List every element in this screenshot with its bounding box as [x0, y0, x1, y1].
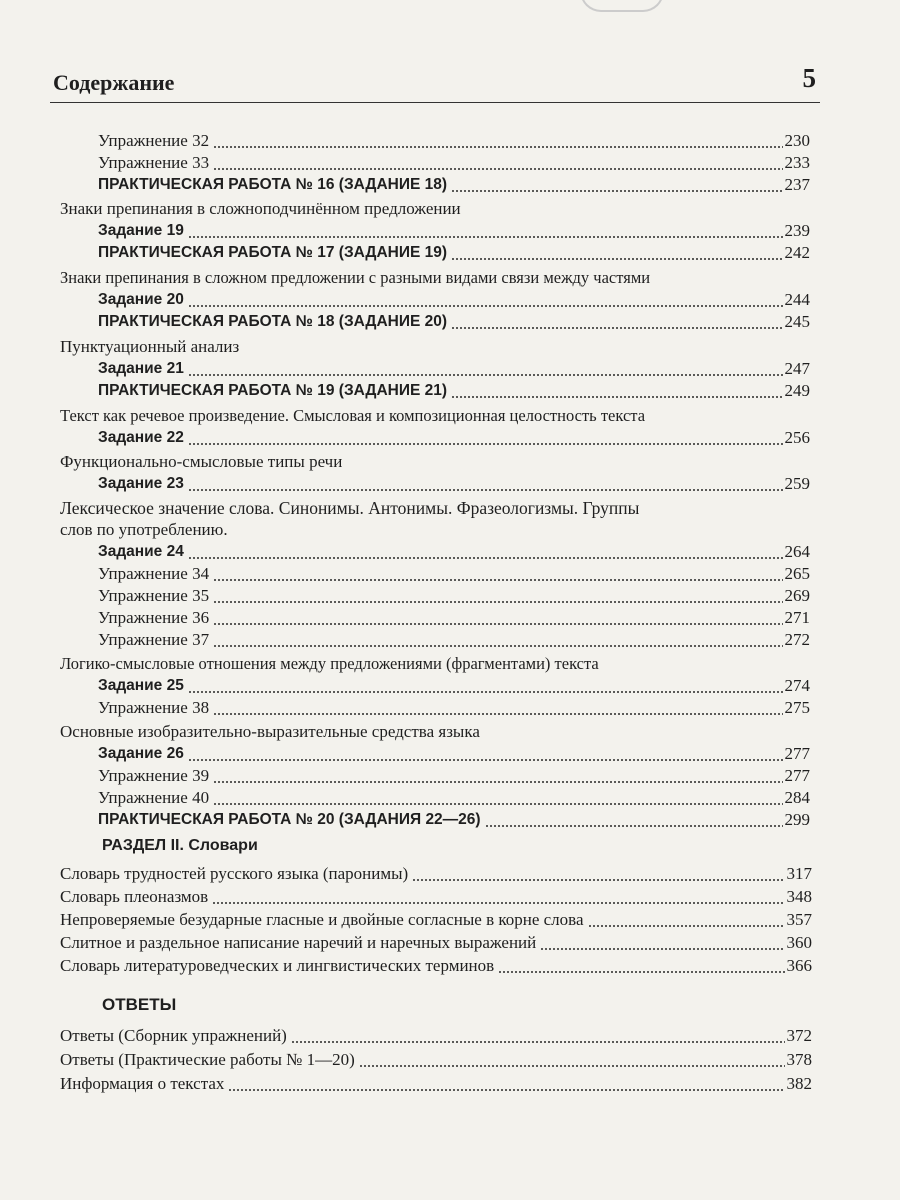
answers-heading: ОТВЕТЫ [102, 995, 177, 1014]
page-title: Содержание [53, 70, 175, 95]
toc-entry-page: 259 [784, 474, 810, 493]
toc-entry-label: ПРАКТИЧЕСКАЯ РАБОТА № 20 (ЗАДАНИЯ 22—26) [98, 811, 481, 828]
toc-entry-label: Упражнение 37 [98, 630, 210, 649]
toc-entry-page: 372 [786, 1026, 812, 1045]
leader-dots [188, 289, 783, 311]
toc-entry [60, 863, 812, 885]
leader-dots [588, 909, 785, 931]
toc-entry [98, 697, 810, 719]
toc-entry [98, 541, 810, 563]
toc-entry [98, 242, 810, 264]
toc-entry-label: ПРАКТИЧЕСКАЯ РАБОТА № 18 (ЗАДАНИЕ 20) [98, 313, 448, 330]
page-header [50, 62, 820, 103]
toc-entry-page: 284 [784, 788, 810, 807]
toc-entry-page: 277 [784, 766, 810, 785]
toc-entry-label: Упражнение 36 [98, 608, 210, 627]
leader-dots [213, 585, 782, 607]
toc-entry-label: Словарь литературоведческих и лингвистических терминов [60, 956, 495, 975]
toc-entry-page: 239 [784, 221, 810, 240]
toc-entry [98, 130, 810, 152]
toc-entry-label: Задание 19 [98, 222, 184, 239]
page-edge-mark [580, 0, 664, 12]
toc-entry-page: 237 [784, 175, 810, 194]
toc-entry [98, 675, 810, 697]
toc-entry-page: 233 [784, 153, 810, 172]
toc-entry [60, 932, 812, 954]
toc-entry-page: 378 [786, 1050, 812, 1069]
leader-dots [291, 1025, 785, 1047]
toc-entry-label: Задание 25 [98, 677, 184, 694]
leader-dots [485, 809, 783, 831]
toc-entry [60, 955, 812, 977]
toc-entry-page: 247 [784, 359, 810, 378]
toc-entry-page: 272 [784, 630, 810, 649]
section-heading: РАЗДЕЛ II. Словари [102, 837, 258, 854]
leader-dots [498, 955, 784, 977]
toc-entry-page: 230 [784, 131, 810, 150]
toc-entry-page: 317 [786, 864, 812, 883]
toc-entry-page: 242 [784, 243, 810, 262]
toc-entry-label: Задание 22 [98, 429, 184, 446]
toc-entry-label: Информация о текстах [60, 1074, 225, 1093]
toc-entry-page: 274 [784, 676, 810, 695]
toc-entry-page: 244 [784, 290, 810, 309]
toc-entry-page: 256 [784, 428, 810, 447]
leader-dots [213, 607, 782, 629]
leader-dots [412, 863, 784, 885]
toc-entry [98, 152, 810, 174]
toc-entry-label: Упражнение 32 [98, 131, 210, 150]
toc-entry [98, 765, 810, 787]
toc-entry-label: Упражнение 40 [98, 788, 210, 807]
toc-entry [98, 743, 810, 765]
toc-entry-page: 366 [786, 956, 812, 975]
leader-dots [213, 697, 782, 719]
leader-dots [451, 242, 782, 264]
toc-entry [60, 1025, 812, 1047]
toc-entry-label: Словарь трудностей русского языка (паронимы) [60, 864, 409, 883]
leader-dots [188, 220, 783, 242]
toc-entry [98, 380, 810, 402]
leader-dots [213, 765, 782, 787]
toc-entry-page: 264 [784, 542, 810, 561]
toc-entry-label: Ответы (Сборник упражнений) [60, 1026, 287, 1045]
leader-dots [188, 743, 783, 765]
toc-entry-label: Непроверяемые безударные гласные и двойные согласные в корне слова [60, 910, 584, 929]
leader-dots [188, 675, 783, 697]
leader-dots [213, 563, 782, 585]
leader-dots [213, 629, 782, 651]
leader-dots [451, 311, 782, 333]
leader-dots [451, 380, 782, 402]
toc-entry [60, 909, 812, 931]
toc-entry-page: 348 [786, 887, 812, 906]
toc-entry-page: 277 [784, 744, 810, 763]
toc-entry-page: 265 [784, 564, 810, 583]
toc-entry [98, 809, 810, 831]
toc-topic: Знаки препинания в сложноподчинённом предложении [60, 199, 461, 218]
toc-entry-label: Упражнение 38 [98, 698, 210, 717]
leader-dots [213, 152, 782, 174]
toc-entry-label: Задание 20 [98, 291, 184, 308]
page-number: 5 [802, 63, 816, 93]
toc-entry [98, 311, 810, 333]
leader-dots [451, 174, 782, 196]
toc-topic: Лексическое значение слова. Синонимы. Антонимы. Фразеологизмы. Группы [60, 498, 640, 518]
leader-dots [188, 473, 783, 495]
toc-entry-label: ПРАКТИЧЕСКАЯ РАБОТА № 17 (ЗАДАНИЕ 19) [98, 244, 448, 261]
leader-dots [228, 1073, 784, 1095]
leader-dots [188, 541, 783, 563]
leader-dots [212, 886, 784, 908]
toc-topic: Пунктуационный анализ [60, 337, 240, 356]
toc-entry-label: Задание 26 [98, 745, 184, 762]
toc-topic: слов по употреблению. [60, 520, 228, 539]
leader-dots [213, 130, 782, 152]
toc-topic: Знаки препинания в сложном предложении с разными видами связи между частями [60, 268, 651, 287]
toc-entry [98, 607, 810, 629]
toc-entry [98, 629, 810, 651]
toc-entry-label: Словарь плеоназмов [60, 887, 209, 906]
toc-entry [60, 1073, 812, 1095]
toc-entry [98, 174, 810, 196]
toc-topic: Функционально-смысловые типы речи [60, 452, 343, 471]
leader-dots [188, 358, 783, 380]
toc-entry-page: 360 [786, 933, 812, 952]
toc-entry-page: 269 [784, 586, 810, 605]
leader-dots [540, 932, 784, 954]
toc-entry-page: 357 [786, 910, 812, 929]
leader-dots [213, 787, 782, 809]
toc-entry-label: Упражнение 35 [98, 586, 210, 605]
toc-entry [98, 427, 810, 449]
toc-entry-page: 275 [784, 698, 810, 717]
toc-entry [98, 563, 810, 585]
toc-entry [98, 220, 810, 242]
toc-entry-label: Задание 23 [98, 475, 184, 492]
toc-entry-label: Ответы (Практические работы № 1—20) [60, 1050, 355, 1069]
toc-entry [98, 585, 810, 607]
toc-entry-label: ПРАКТИЧЕСКАЯ РАБОТА № 16 (ЗАДАНИЕ 18) [98, 176, 448, 193]
toc-entry-page: 299 [784, 810, 810, 829]
leader-dots [359, 1049, 785, 1071]
toc-entry-page: 382 [786, 1074, 812, 1093]
toc-entry-page: 245 [784, 312, 810, 331]
toc-entry [60, 1049, 812, 1071]
toc-entry-label: Задание 24 [98, 543, 184, 560]
toc-entry-label: Упражнение 39 [98, 766, 210, 785]
toc-entry-page: 249 [784, 381, 810, 400]
toc-entry-page: 271 [784, 608, 810, 627]
leader-dots [188, 427, 783, 449]
toc-topic: Основные изобразительно-выразительные средства языка [60, 722, 480, 741]
toc-entry [60, 886, 812, 908]
toc-entry [98, 787, 810, 809]
toc-entry [98, 473, 810, 495]
toc-entry-label: Упражнение 33 [98, 153, 210, 172]
toc-entry-label: ПРАКТИЧЕСКАЯ РАБОТА № 19 (ЗАДАНИЕ 21) [98, 382, 448, 399]
toc-topic: Текст как речевое произведение. Смысловая и композиционная целостность текста [60, 406, 646, 425]
toc-topic: Логико-смысловые отношения между предложениями (фрагментами) текста [60, 654, 599, 673]
toc-entry [98, 358, 810, 380]
toc-entry-label: Слитное и раздельное написание наречий и наречных выражений [60, 933, 537, 952]
toc-entry-label: Задание 21 [98, 360, 184, 377]
toc-entry-label: Упражнение 34 [98, 564, 210, 583]
toc-entry [98, 289, 810, 311]
